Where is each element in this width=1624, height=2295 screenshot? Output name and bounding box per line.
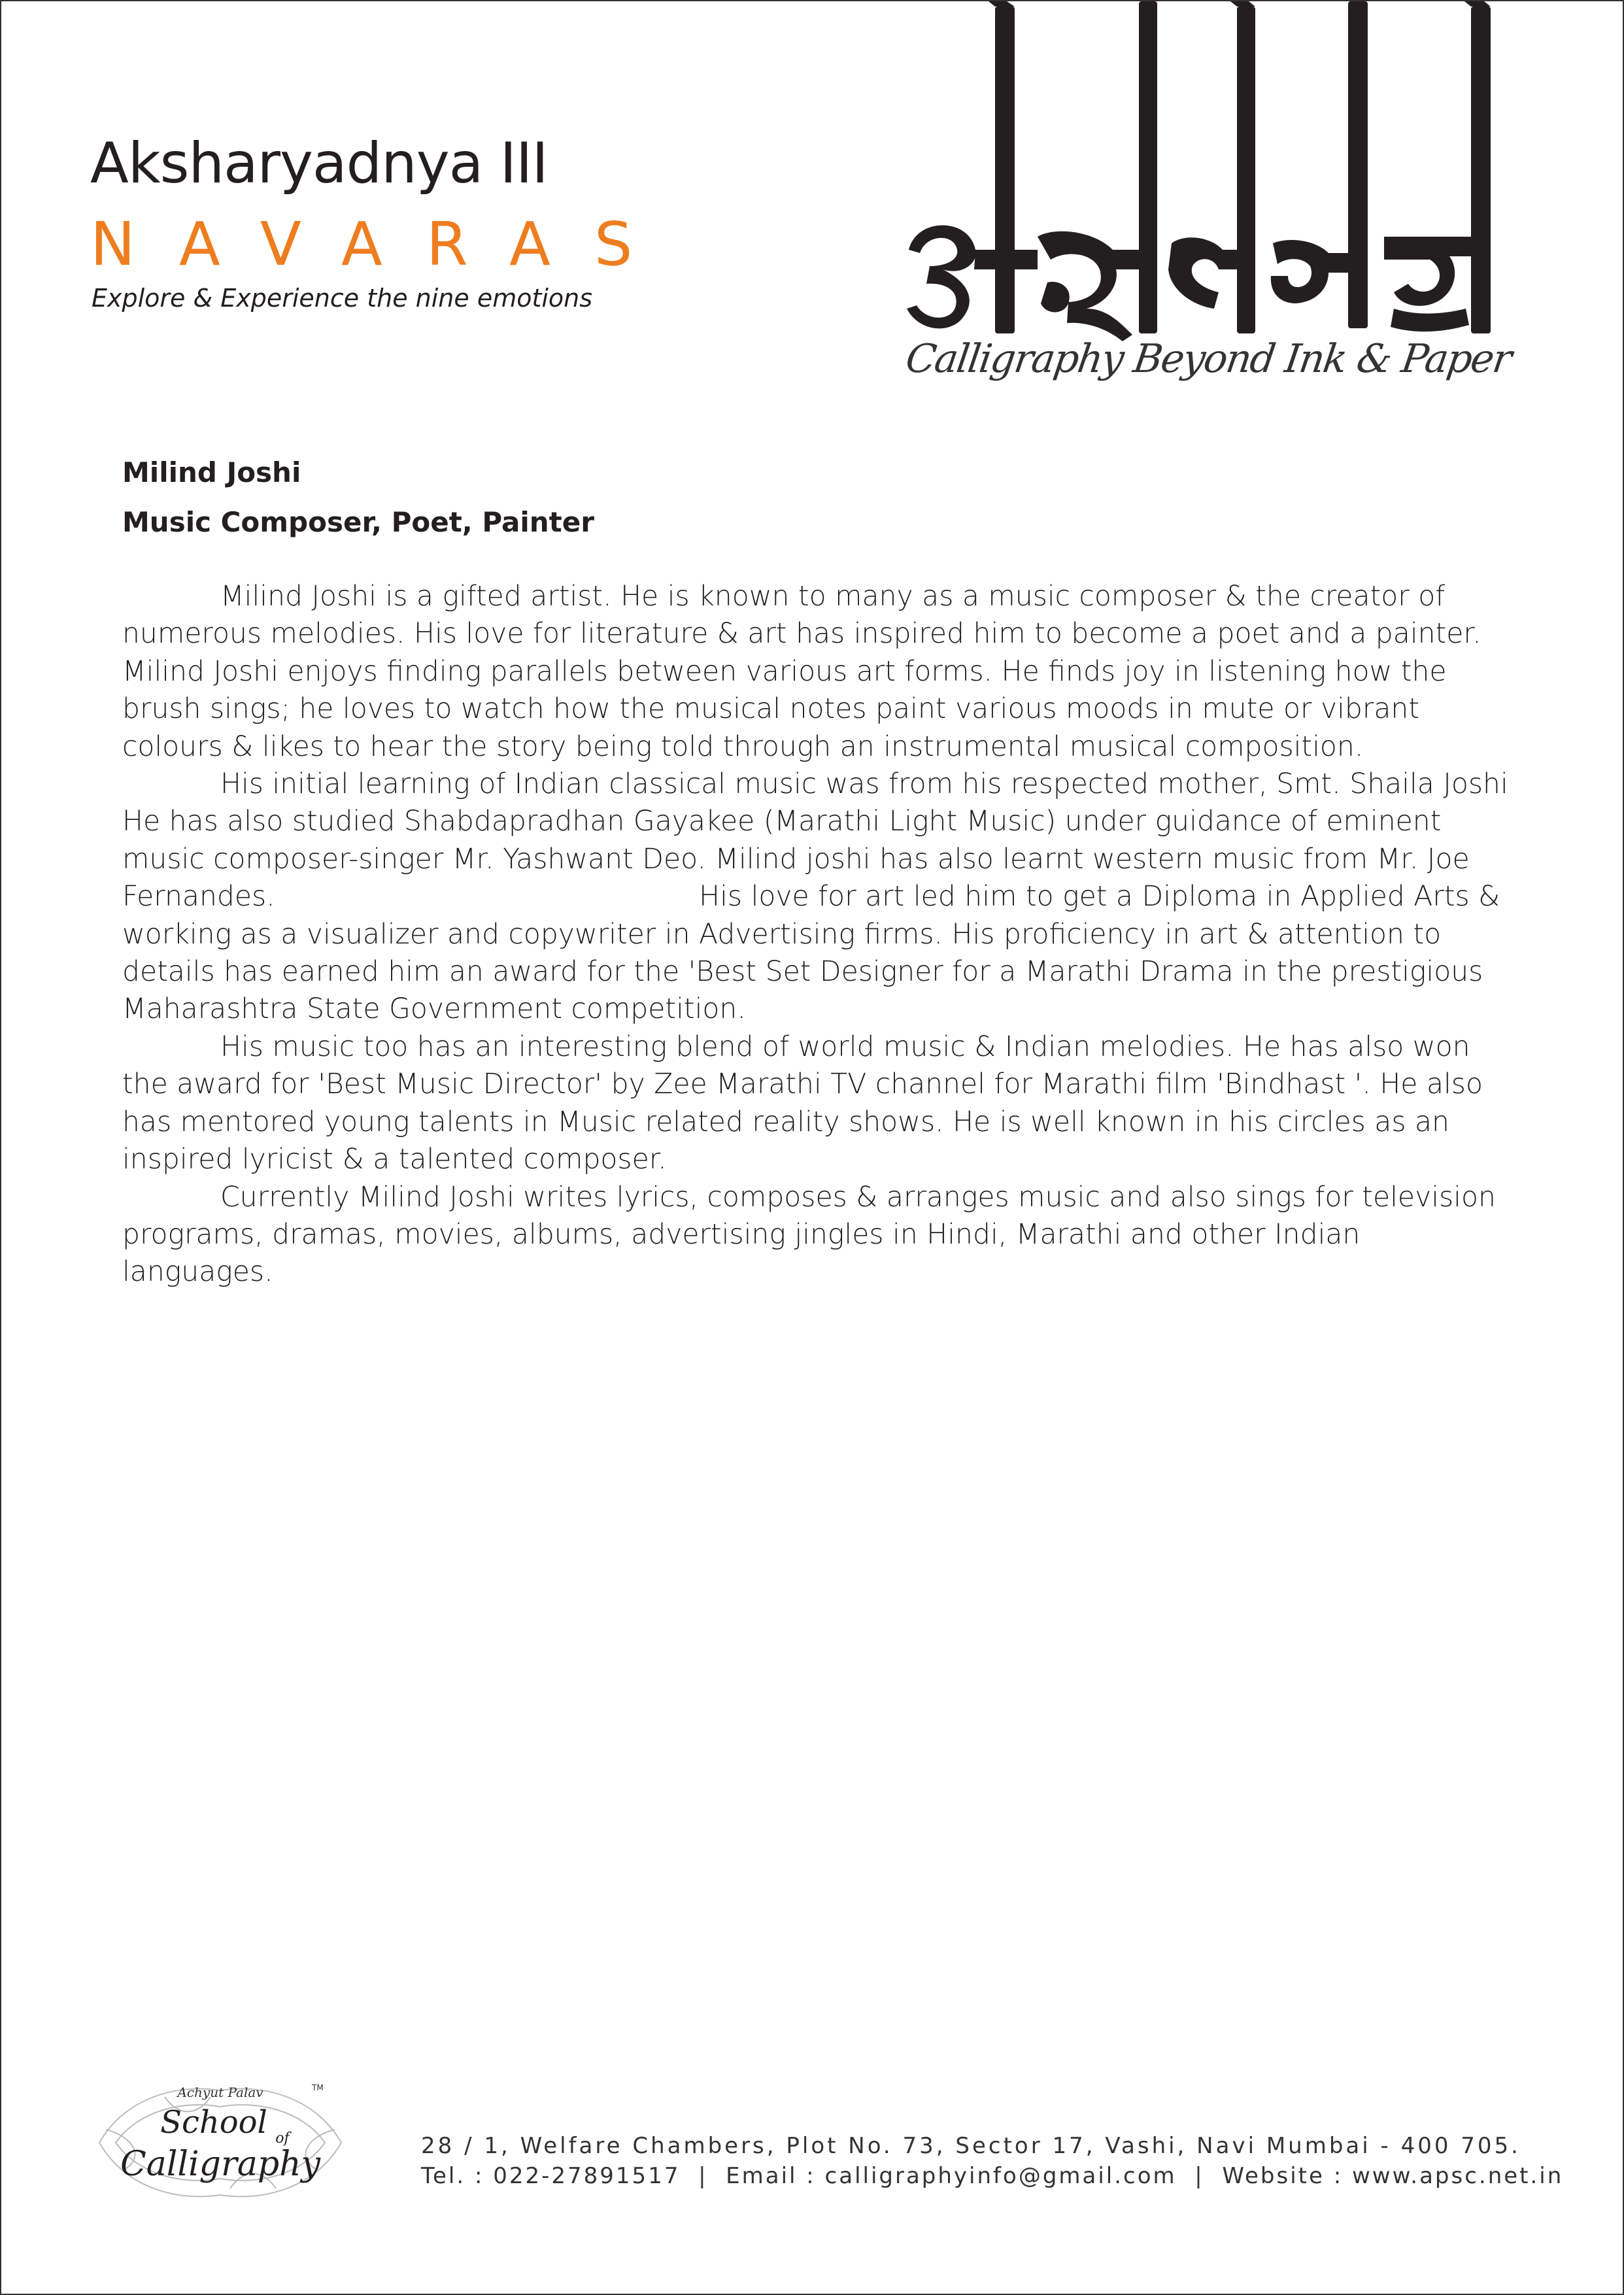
event-title: Aksharyadnya III (90, 131, 548, 196)
footer-address: 28 / 1, Welfare Chambers, Plot No. 73, Sector 17, Vashi, Navi Mumbai - 400 705. (421, 2133, 1521, 2159)
footer-contact: Tel. : 022-27891517 | Email : calligraphyinfo@gmail.com | Website : www.apsc.net.in (421, 2163, 1564, 2189)
bio-paragraph: Currently Milind Joshi writes lyrics, composes & arranges music and also sings for television programs, dramas, movies, albums, advertising jingles in Hindi, Marathi and other Indian languages. (122, 1181, 1496, 1289)
event-theme: NAVARAS (90, 209, 677, 279)
logo-trademark: TM (312, 2083, 324, 2092)
bio-name: Milind Joshi (122, 456, 301, 488)
logo-line-school: School (160, 2104, 267, 2141)
event-tagline: Explore & Experience the nine emotions (92, 284, 593, 313)
logo-line-of: of (275, 2130, 290, 2147)
bio-body (122, 578, 1517, 1291)
bio-paragraph: Milind Joshi is a gifted artist. He is known to many as a music composer & the creator of numerous melodies. His love for literature & art has inspired him to become a poet and a painter. Milind Joshi enjoys finding parallels between various art forms. He finds joy in listening how the brush sings; he loves to watch how the musical notes paint various moods in mute or vibrant colours & likes to hear the story being told through an instrumental musical composition. (122, 581, 1481, 763)
aksharyadnya-calligraphy-logo (897, 1, 1551, 367)
bio-paragraph: His music too has an interesting blend of world music & Indian melodies. He has also won the award for 'Best Music Director' by Zee Marathi TV channel for Marathi film 'Bindhast '. He also has mentored young talents in Music related reality shows. He is well known in his circles as an inspired lyricist & a talented composer. (122, 1030, 1483, 1176)
logo-tagline: Calligraphy Beyond Ink & Paper (903, 336, 1514, 382)
bio-paragraph: His initial learning of Indian classical music was from his respected mother, Smt. Shaila Joshi He has also studied Shabdapradhan Gayakee (Marathi Light Music) under guidance of eminent music composer-singer Mr. Yashwant Deo. Milind joshi has also learnt western music from Mr. Joe Fernandes. His love for art led him to get a Diploma in Applied Arts & working as a visualizer and copywriter in Advertising firms. His proficiency in art & attention to details has earned him an award for the 'Best Set Designer for a Marathi Drama in the prestigious Maharashtra State Government competition. (122, 768, 1517, 1026)
logo-line-calligraphy: Calligraphy (120, 2145, 320, 2184)
school-of-calligraphy-logo (86, 2071, 354, 2215)
logo-top-text: Achyut Palav (177, 2084, 263, 2100)
bio-role: Music Composer, Poet, Painter (122, 506, 594, 538)
